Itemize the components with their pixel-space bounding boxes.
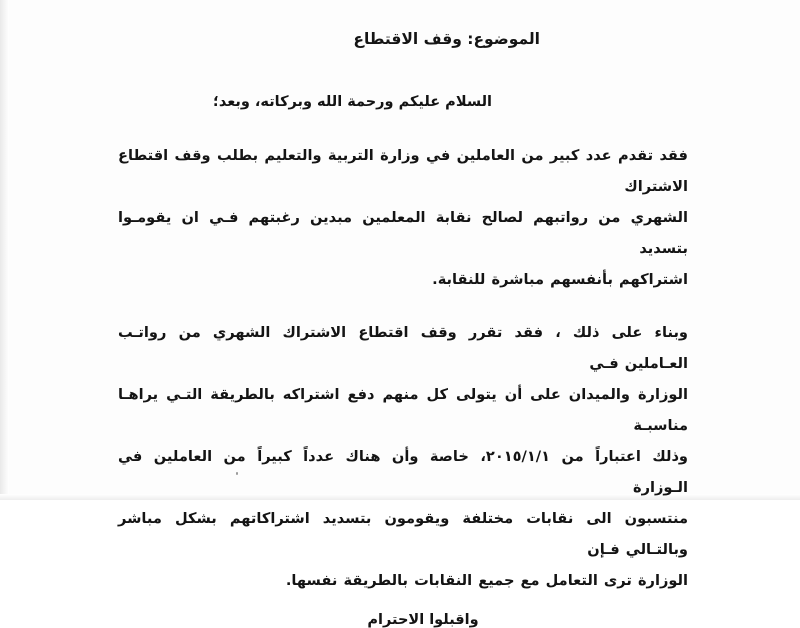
scan-edge-left xyxy=(0,0,9,500)
paragraph-1 xyxy=(118,140,688,295)
paragraph-2-line-5: الوزارة ترى التعامل مع جميع النقابات بالطريقة نفسها. xyxy=(285,572,688,589)
greeting-line: السلام عليكم ورحمة الله وبركاته، وبعد؛ xyxy=(213,94,492,110)
paragraph-2-line-1: وبناء على ذلك ، فقد تقرر وقف اقتطاع الاشتراك الشهري من رواتـب العـاملين فـي xyxy=(118,324,688,372)
paragraph-1-line-1: فقد تقدم عدد كبير من العاملين في وزارة التربية والتعليم بطلب وقف اقتطاع الاشتراك xyxy=(118,147,688,195)
paragraph-2-line-3: وذلك اعتباراً من ٢٠١٥/١/١، خاصة وأن هناك عدداً كبيراً من العاملين في الـوزارة xyxy=(118,448,689,496)
closing-line: واقبلوا الاحترام xyxy=(367,612,479,628)
paragraph-1-line-3: اشتراكهم بأنفسهم مباشرة للنقابة. xyxy=(432,271,688,288)
paragraph-2-line-2: الوزارة والميدان على أن يتولى كل منهم دفع اشتراكه بالطريقة التـي يراهـا مناسبـة xyxy=(118,386,688,434)
paragraph-2-line-4: منتسبون الى نقابات مختلفة ويقومون بتسديد اشتراكاتهم بشكل مباشر وبالتـالي فـإن xyxy=(118,510,688,558)
subject-line: الموضوع: وقف الاقتطاع xyxy=(353,30,540,48)
paragraph-2 xyxy=(118,317,688,596)
paragraph-1-line-2: الشهري من رواتبهم لصالح نقابة المعلمين مبدين رغبتهم فـي ان يقومـوا بتسديد xyxy=(118,209,688,257)
document-body xyxy=(118,18,688,628)
